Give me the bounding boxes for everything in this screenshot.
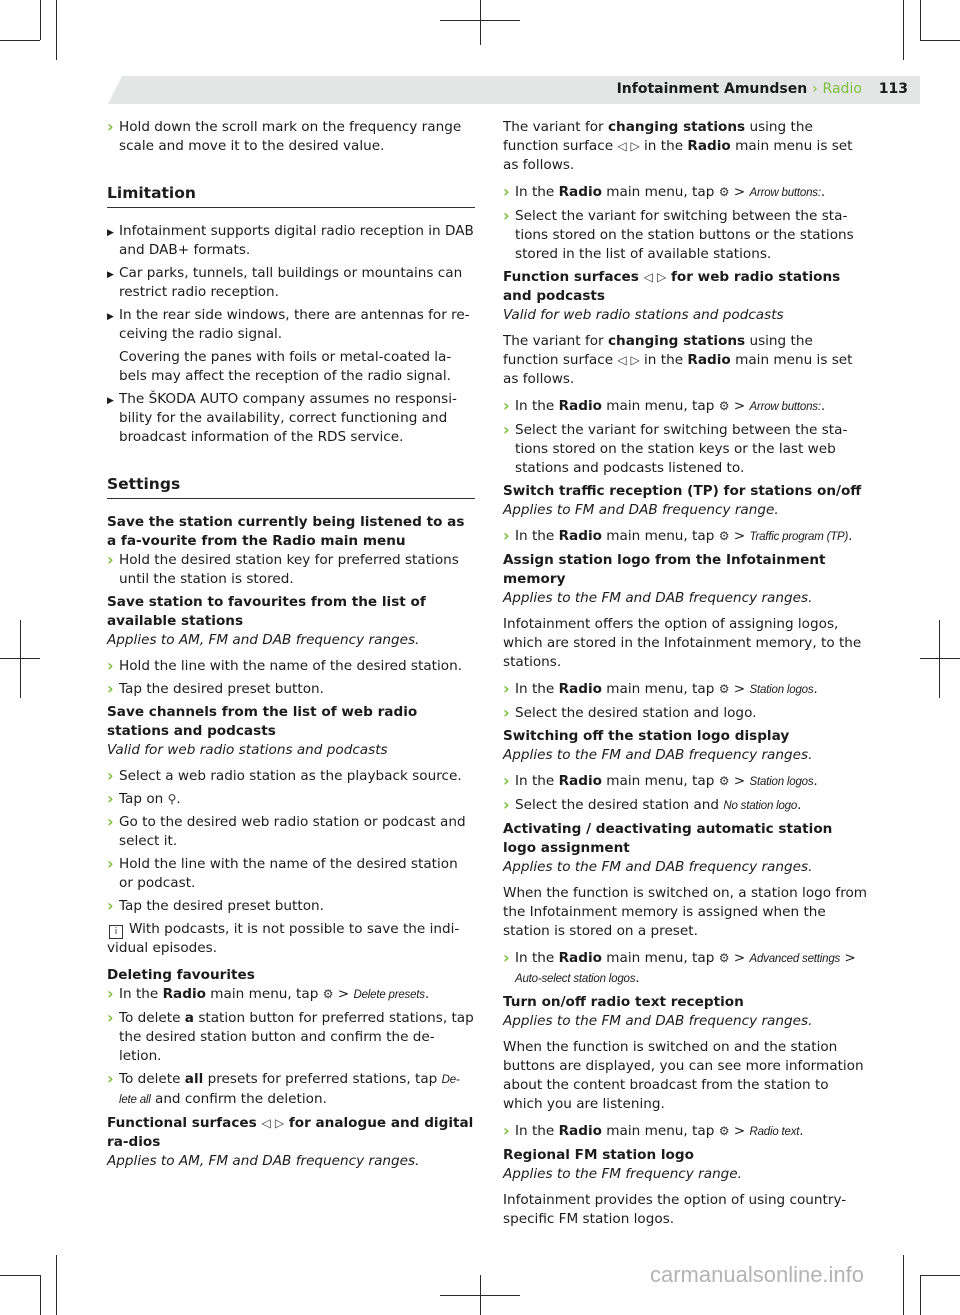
applicability-note: Applies to AM, FM and DAB frequency ranges. xyxy=(107,632,420,648)
instruction-step: › Select the desired station and logo. xyxy=(503,704,869,723)
gear-icon: ⚙ xyxy=(718,529,730,543)
crop-mark xyxy=(903,1255,904,1315)
search-icon: ⚲ xyxy=(167,792,177,806)
instruction-step: › To delete a station button for preferred stations, tap the desired station button and confirm the de-letion. xyxy=(107,1009,475,1066)
gear-icon: ⚙ xyxy=(718,185,730,199)
menu-command: Radio text xyxy=(749,1126,800,1138)
instruction-step: › In the Radio main menu, tap ⚙ > Station logos. xyxy=(503,680,869,700)
subheading: Switch traffic reception (TP) for stations on/off xyxy=(503,483,862,499)
note-paragraph: i With podcasts, it is not possible to save the indi-vidual episodes. xyxy=(107,921,460,956)
section-heading-limitation: Limitation xyxy=(107,184,475,208)
subheading: Regional FM station logo xyxy=(503,1147,694,1163)
instruction-step: › Hold the line with the name of the desired station. xyxy=(107,657,475,676)
subheading: Assign station logo from the Infotainment memory xyxy=(503,552,826,587)
arrow-buttons-icon: ◁ ▷ xyxy=(617,139,640,153)
subheading: Save the station currently being listened to as a fa-vourite from the Radio main menu xyxy=(107,514,465,549)
applicability-note: Applies to AM, FM and DAB frequency ranges. xyxy=(107,1153,420,1169)
menu-command: Delete presets xyxy=(353,989,425,1001)
crop-mark xyxy=(40,1275,41,1315)
crop-mark xyxy=(480,0,481,45)
gear-icon: ⚙ xyxy=(322,987,334,1001)
subheading: Activating / deactivating automatic station logo assignment xyxy=(503,821,833,856)
crop-mark xyxy=(903,0,904,60)
crop-mark xyxy=(480,1275,481,1315)
gear-icon: ⚙ xyxy=(718,774,730,788)
instruction-step: › To delete all presets for preferred stations, tap De-lete all and confirm the deletion. xyxy=(107,1070,475,1110)
paragraph: Infotainment provides the option of using country-specific FM station logos. xyxy=(503,1192,847,1227)
instruction-step: › Tap on ⚲. xyxy=(107,790,475,809)
instruction-step: › Tap the desired preset button. xyxy=(107,897,475,916)
crop-mark xyxy=(920,1275,960,1276)
subheading: Save channels from the list of web radio stations and podcasts xyxy=(107,704,418,739)
menu-command: Auto-select station logos xyxy=(515,973,636,985)
instruction-step: › In the Radio main menu, tap ⚙ > Arrow buttons:. xyxy=(503,183,869,203)
paragraph: When the function is switched on, a station logo from the Infotainment memory is assigned when the station is stored on a preset. xyxy=(503,885,868,939)
subheading: Functional surfaces ◁ ▷ for analogue and digital ra-dios xyxy=(107,1115,474,1150)
instruction-step: › Hold down the scroll mark on the frequency range scale and move it to the desired value. xyxy=(107,118,475,156)
subheading: Turn on/off radio text reception xyxy=(503,994,744,1010)
breadcrumb-separator: › xyxy=(812,81,818,97)
crop-mark xyxy=(920,1275,921,1315)
gear-icon: ⚙ xyxy=(718,399,730,413)
gear-icon: ⚙ xyxy=(718,1124,730,1138)
crop-mark xyxy=(920,40,960,41)
crop-mark xyxy=(0,1275,40,1276)
crop-mark xyxy=(920,0,921,40)
subheading: Function surfaces ◁ ▷ for web radio stations and podcasts xyxy=(503,269,841,304)
applicability-note: Applies to the FM and DAB frequency ranges. xyxy=(503,590,813,606)
instruction-step: › Hold the desired station key for preferred stations until the station is stored. xyxy=(107,551,475,589)
right-column xyxy=(503,118,869,1237)
applicability-note: Applies to the FM and DAB frequency ranges. xyxy=(503,859,813,875)
instruction-step: › Select a web radio station as the playback source. xyxy=(107,767,475,786)
instruction-step: › In the Radio main menu, tap ⚙ > Advanced settings > Auto-select station logos. xyxy=(503,949,869,989)
crop-mark xyxy=(920,658,960,659)
paragraph: Infotainment offers the option of assigning logos, which are stored in the Infotainment memory, to the stations. xyxy=(503,616,862,670)
arrow-buttons-icon: ◁ ▷ xyxy=(617,353,640,367)
menu-command: Station logos xyxy=(749,684,814,696)
crop-mark xyxy=(20,620,21,698)
instruction-step: › Go to the desired web radio station or podcast and select it. xyxy=(107,813,475,851)
crop-mark xyxy=(0,40,40,41)
arrow-buttons-icon: ◁ ▷ xyxy=(261,1116,285,1130)
applicability-note: Valid for web radio stations and podcasts xyxy=(107,742,388,758)
subheading: Save station to favourites from the list of available stations xyxy=(107,594,426,629)
applicability-note: Applies to the FM frequency range. xyxy=(503,1166,742,1182)
page-number: 113 xyxy=(878,81,908,97)
watermark: carmanualsonline.info xyxy=(650,1262,865,1287)
instruction-step: › Tap the desired preset button. xyxy=(107,680,475,699)
applicability-note: Valid for web radio stations and podcasts xyxy=(503,307,784,323)
info-note-icon: i xyxy=(109,925,123,939)
instruction-step: › In the Radio main menu, tap ⚙ > Station logos. xyxy=(503,772,869,792)
limitation-item: ▶ Car parks, tunnels, tall buildings or mountains can restrict radio reception. xyxy=(107,264,475,302)
menu-command: Advanced settings xyxy=(749,953,841,965)
instruction-step: › Select the variant for switching between the sta-tions stored on the station buttons or the stations stored in the list of available stations. xyxy=(503,207,869,264)
menu-command: Arrow buttons: xyxy=(749,187,821,199)
header-chapter: Radio xyxy=(822,81,862,97)
instruction-step: › In the Radio main menu, tap ⚙ > Traffic program (TP). xyxy=(503,527,869,547)
subheading: Deleting favourites xyxy=(107,967,255,983)
instruction-step: › In the Radio main menu, tap ⚙ > Radio text. xyxy=(503,1122,869,1142)
crop-mark xyxy=(56,1255,57,1315)
limitation-item: ▶ Infotainment supports digital radio reception in DAB and DAB+ formats. xyxy=(107,222,475,260)
menu-command: No station logo xyxy=(723,800,798,812)
arrow-buttons-icon: ◁ ▷ xyxy=(643,270,667,284)
left-column xyxy=(107,118,475,1178)
menu-command: Station logos xyxy=(749,776,814,788)
instruction-step: › Select the variant for switching between the sta-tions stored on the station keys or the last web stations and podcasts listened to. xyxy=(503,421,869,478)
menu-command: Traffic program (TP) xyxy=(749,531,849,543)
applicability-note: Applies to the FM and DAB frequency ranges. xyxy=(503,1013,813,1029)
limitation-item: ▶ In the rear side windows, there are antennas for re-ceiving the radio signal. xyxy=(107,306,475,344)
paragraph: When the function is switched on and the station buttons are displayed, you can see more information about the content broadcast from the station to which you are listening. xyxy=(503,1039,864,1112)
section-heading-settings: Settings xyxy=(107,475,475,499)
gear-icon: ⚙ xyxy=(718,682,730,696)
menu-command: Arrow buttons: xyxy=(749,401,821,413)
applicability-note: Applies to the FM and DAB frequency ranges. xyxy=(503,747,813,763)
instruction-step: › Hold the line with the name of the desired station or podcast. xyxy=(107,855,475,893)
running-header xyxy=(617,81,908,97)
limitation-note: Covering the panes with foils or metal-coated la-bels may affect the reception of the radio signal. xyxy=(119,349,452,384)
menu-command: De-lete all xyxy=(119,1074,460,1106)
paragraph: The variant for changing stations using the function surface ◁ ▷ in the Radio main menu is set as follows. xyxy=(503,119,853,173)
subheading: Switching off the station logo display xyxy=(503,728,790,744)
gear-icon: ⚙ xyxy=(718,951,730,965)
limitation-item: ▶ The ŠKODA AUTO company assumes no responsi-bility for the availability, correct functioning and broadcast information of the RDS service. xyxy=(107,390,475,447)
crop-mark xyxy=(56,0,57,60)
instruction-step: › In the Radio main menu, tap ⚙ > Arrow buttons:. xyxy=(503,397,869,417)
crop-mark xyxy=(40,0,41,40)
paragraph: The variant for changing stations using the function surface ◁ ▷ in the Radio main menu is set as follows. xyxy=(503,333,853,387)
instruction-step: › In the Radio main menu, tap ⚙ > Delete presets. xyxy=(107,985,475,1005)
instruction-step: › Select the desired station and No station logo. xyxy=(503,796,869,816)
crop-mark xyxy=(939,620,940,698)
applicability-note: Applies to FM and DAB frequency range. xyxy=(503,502,779,518)
header-section: Infotainment Amundsen xyxy=(616,81,808,97)
